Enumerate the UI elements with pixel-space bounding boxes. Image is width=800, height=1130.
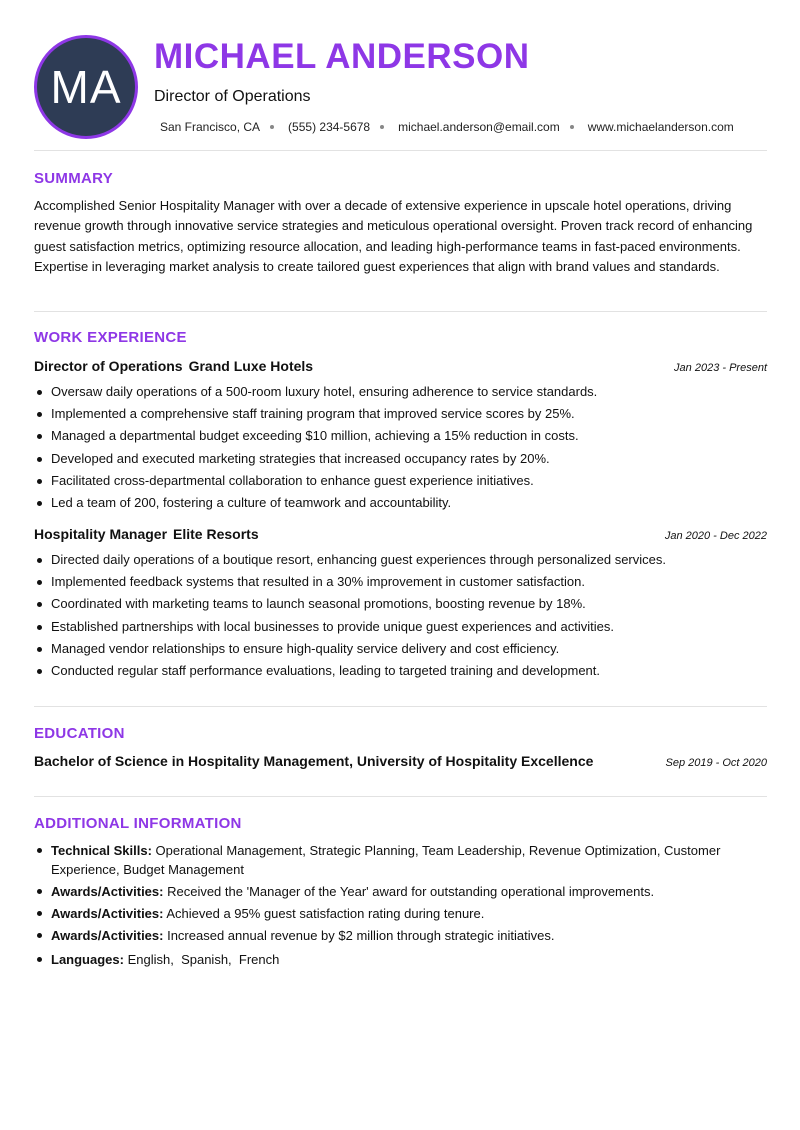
education-degree: Bachelor of Science in Hospitality Management, University of Hospitality Excellence [34, 753, 594, 769]
list-item: Led a team of 200, fostering a culture of teamwork and accountability. [34, 492, 767, 514]
list-item [34, 950, 767, 969]
info-label: Languages: [51, 952, 124, 967]
education-dates: Sep 2019 - Oct 2020 [665, 757, 767, 769]
list-item: Developed and executed marketing strategies that increased occupancy rates by 20%. [34, 448, 767, 470]
work-experience-heading: WORK EXPERIENCE [34, 329, 187, 346]
job-dates: Jan 2023 - Present [674, 362, 767, 374]
separator-dot [570, 125, 574, 129]
job-company: Elite Resorts [173, 526, 259, 542]
info-label: Awards/Activities: [51, 906, 164, 921]
candidate-title: Director of Operations [154, 88, 311, 105]
info-text: Achieved a 95% guest satisfaction rating during tenure. [166, 906, 485, 921]
education-heading: EDUCATION [34, 725, 125, 742]
candidate-name: MICHAEL ANDERSON [154, 37, 530, 76]
list-item: Implemented feedback systems that resulted in a 30% improvement in customer satisfaction. [34, 571, 767, 593]
list-item: Directed daily operations of a boutique resort, enhancing guest experiences through personalized services. [34, 549, 767, 571]
info-text: Increased annual revenue by $2 million through strategic initiatives. [167, 928, 555, 943]
list-item: Coordinated with marketing teams to launch seasonal promotions, boosting revenue by 18%. [34, 593, 767, 615]
job-header [34, 526, 767, 542]
list-item: Facilitated cross-departmental collaboration to enhance guest experience initiatives. [34, 470, 767, 492]
job-company: Grand Luxe Hotels [188, 358, 314, 374]
contact-phone: (555) 234-5678 [288, 120, 371, 134]
job-header [34, 358, 767, 374]
contact-bar [160, 120, 734, 134]
contact-email[interactable]: michael.anderson@email.com [398, 120, 560, 134]
separator-dot [270, 125, 274, 129]
list-item [34, 926, 767, 945]
info-label: Awards/Activities: [51, 884, 164, 899]
list-item [34, 882, 767, 901]
avatar [34, 35, 138, 139]
info-label: Awards/Activities: [51, 928, 164, 943]
education-entry [34, 753, 767, 769]
divider [34, 706, 767, 707]
job-title [34, 526, 259, 542]
contact-website[interactable]: www.michaelanderson.com [587, 120, 734, 134]
info-label: Technical Skills: [51, 843, 152, 858]
info-text: English, Spanish, French [127, 952, 280, 967]
job-dates: Jan 2020 - Dec 2022 [664, 530, 767, 542]
divider [34, 150, 767, 151]
list-item: Managed a departmental budget exceeding $10 million, achieving a 15% reduction in costs. [34, 425, 767, 447]
job-title [34, 358, 313, 374]
list-item [34, 841, 767, 879]
list-item: Oversaw daily operations of a 500-room luxury hotel, ensuring adherence to service standards. [34, 381, 767, 403]
contact-location: San Francisco, CA [160, 120, 261, 134]
list-item: Established partnerships with local businesses to provide unique guest experiences and activities. [34, 616, 767, 638]
summary-heading: SUMMARY [34, 170, 114, 187]
list-item: Managed vendor relationships to ensure high-quality service delivery and cost efficiency. [34, 638, 767, 660]
job-bullets [34, 549, 767, 682]
list-item: Conducted regular staff performance evaluations, leading to targeted training and development. [34, 660, 767, 682]
job-role: Hospitality Manager [34, 526, 168, 542]
divider [34, 796, 767, 797]
list-item [34, 904, 767, 923]
job-role: Director of Operations [34, 358, 183, 374]
additional-info-heading: ADDITIONAL INFORMATION [34, 815, 242, 832]
job-bullets [34, 381, 767, 514]
list-item: Implemented a comprehensive staff training program that improved service scores by 25%. [34, 403, 767, 425]
info-text: Received the 'Manager of the Year' award for outstanding operational improvements. [167, 884, 655, 899]
divider [34, 311, 767, 312]
separator-dot [380, 125, 384, 129]
summary-text: Accomplished Senior Hospitality Manager with over a decade of extensive experience in upscale hotel operations, driving revenue growth through innovative service strategies and meticulous operational oversight. Proven track record of enhancing guest satisfaction metrics, optimizing resource allocation, and leading high-performance teams in fast-paced environments. Expertise in leveraging market analysis to create tailored guest experiences that align with brand values and standards. [34, 198, 753, 274]
info-text: Operational Management, Strategic Planning, Team Leadership, Revenue Optimization, Customer Experience, Budget Management [51, 843, 721, 877]
additional-info-list [34, 841, 767, 972]
avatar-initials: MA [50, 61, 122, 113]
